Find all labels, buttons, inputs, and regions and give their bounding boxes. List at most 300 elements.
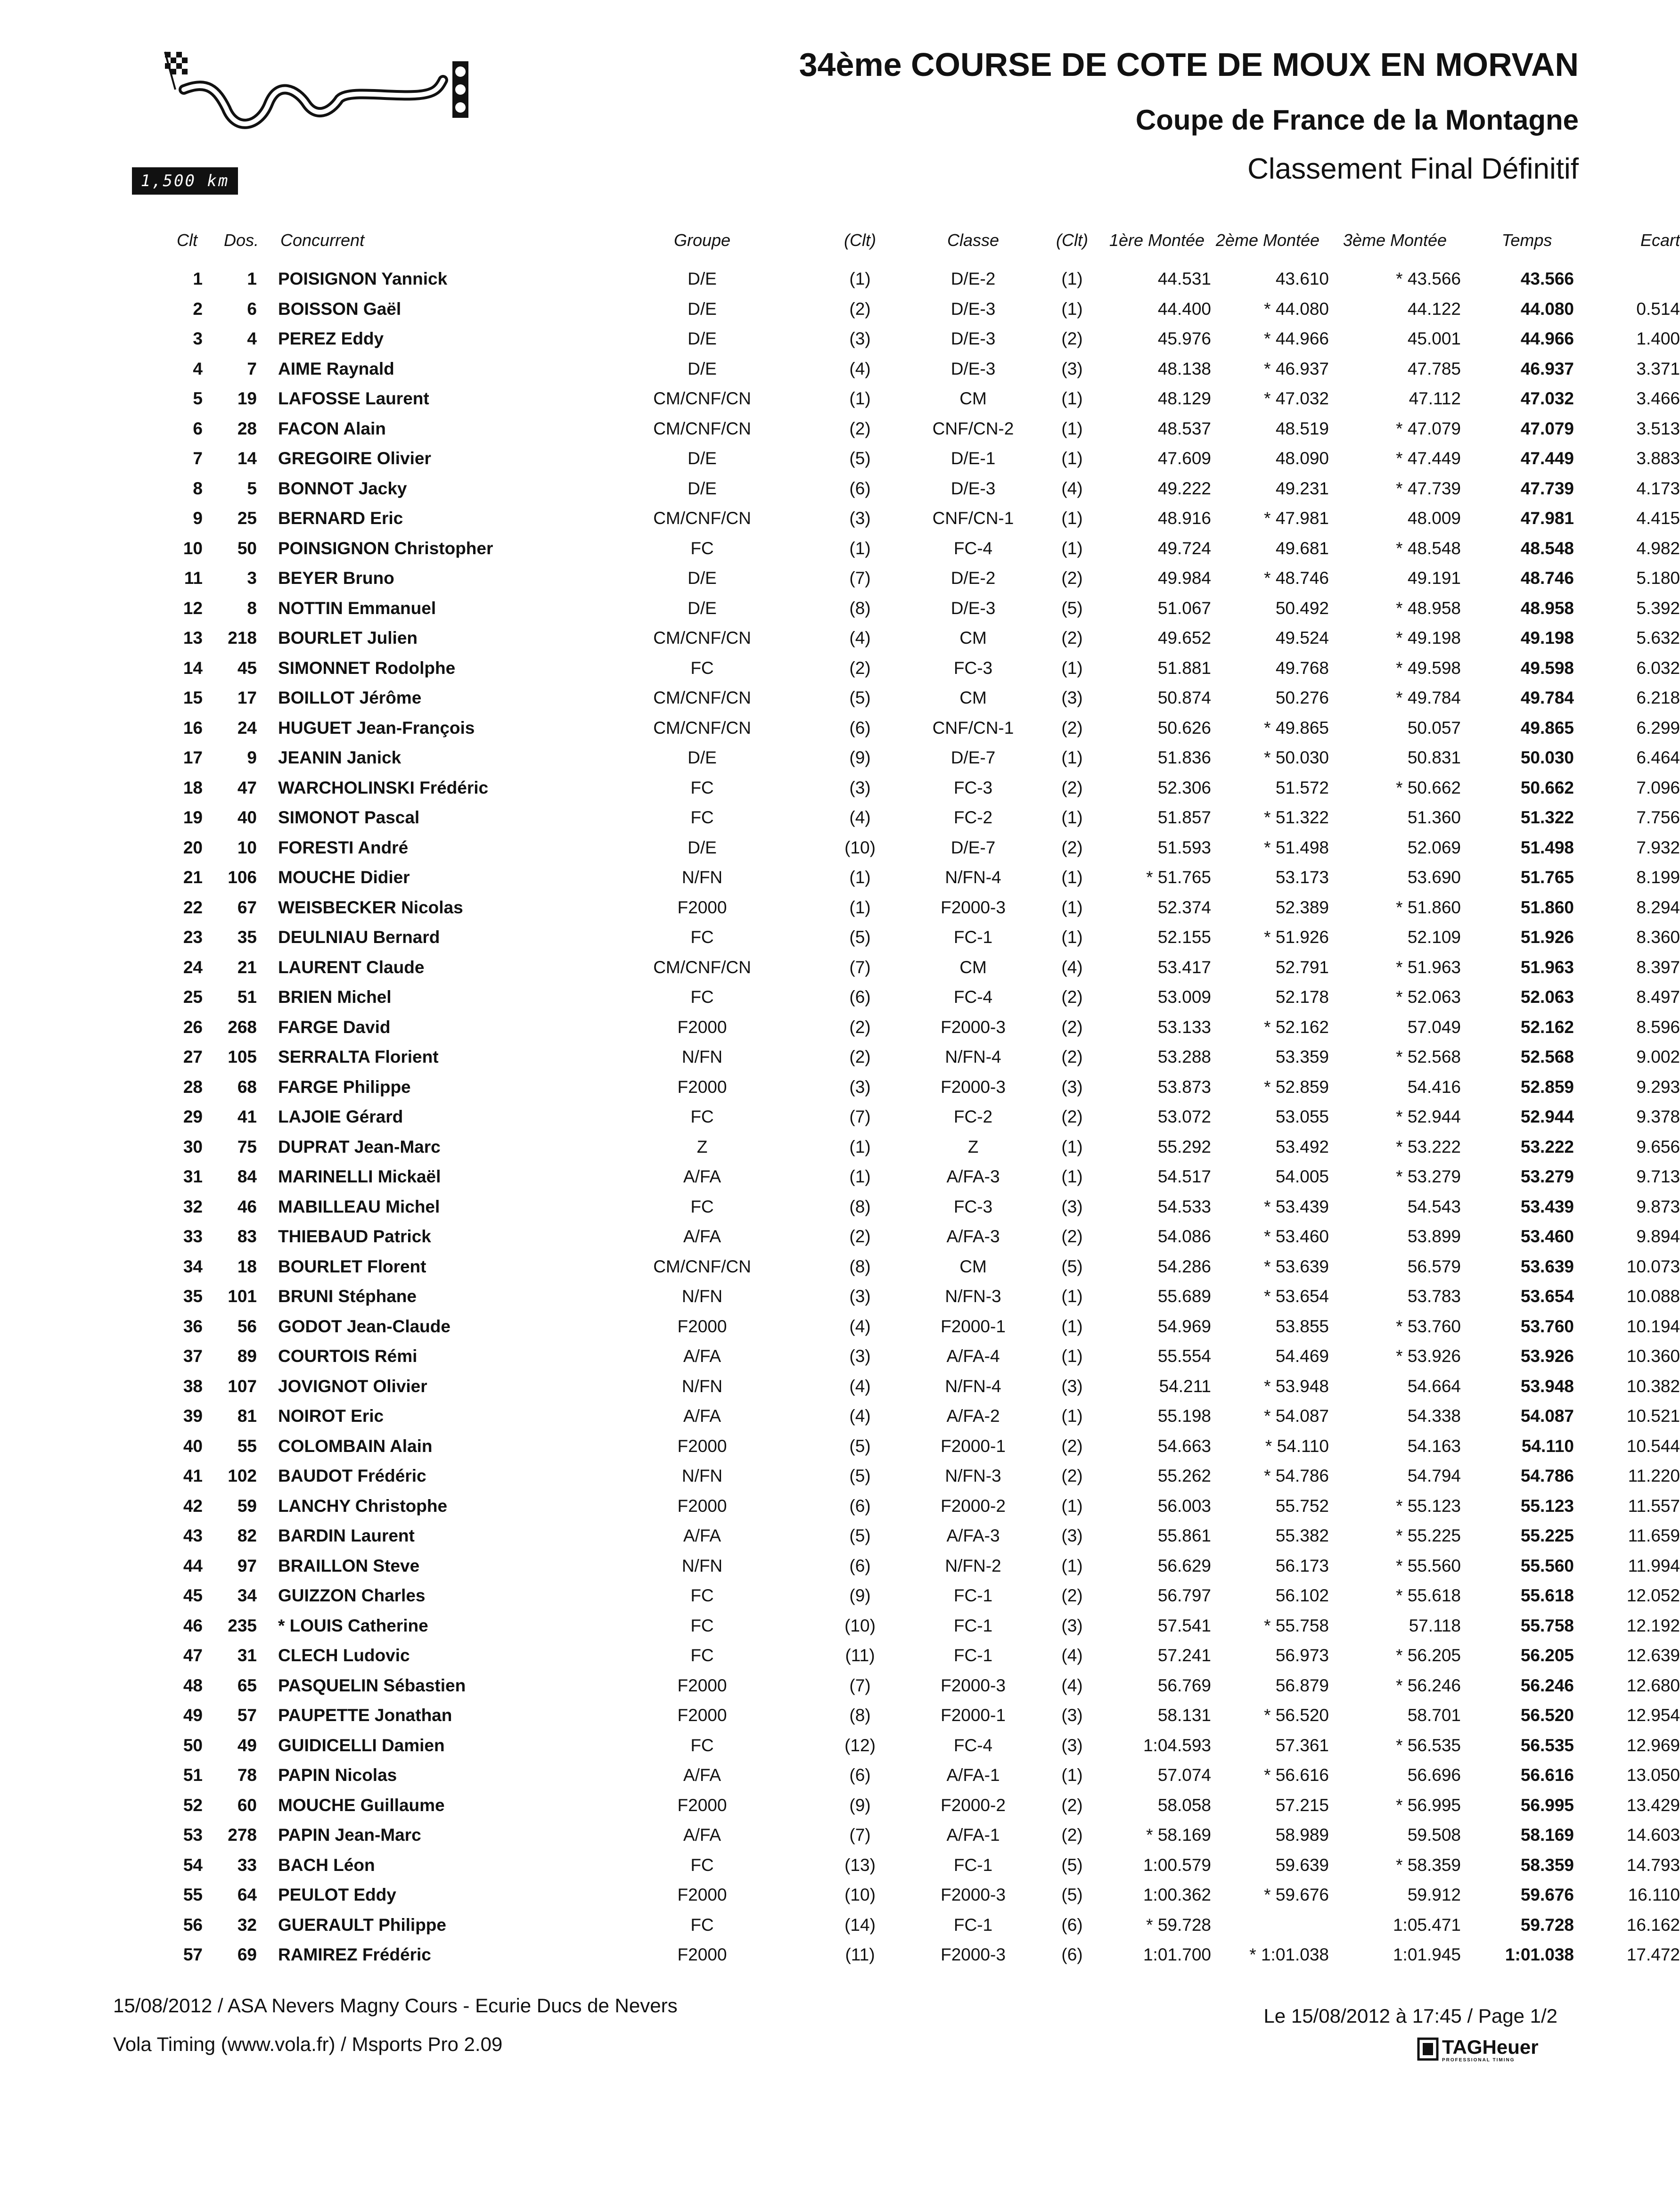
cell-temps: 55.123 [1520,1496,1574,1516]
cell-montee-2: * 51.926 [1264,927,1329,947]
cell-clt: 11 [184,568,203,588]
cell-clt-groupe: (9) [849,748,871,767]
cell-clt-classe: (4) [1061,1646,1083,1665]
cell-montee-2: * 53.439 [1264,1197,1329,1216]
cell-clt-classe: (1) [1061,538,1083,558]
cell-groupe: D/E [688,568,717,588]
brand-subtitle: PROFESSIONAL TIMING [1442,2058,1515,2063]
cell-classe: D/E-7 [951,837,996,857]
cell-clt-groupe: (6) [849,478,871,498]
footer-timing-info: Vola Timing (www.vola.fr) / Msports Pro 2.09 [113,2033,503,2055]
cell-montee-1: 53.072 [1157,1107,1211,1126]
cell-concurrent: CLECH Ludovic [278,1646,410,1665]
cell-montee-2: 57.215 [1275,1795,1329,1815]
cell-groupe: A/FA [683,1526,721,1545]
cell-clt: 55 [183,1885,203,1904]
cell-clt: 52 [183,1795,203,1815]
table-row [141,1252,1680,1282]
cell-montee-1: * 59.728 [1146,1915,1211,1935]
cell-classe: FC-2 [953,1107,993,1126]
cell-temps: 44.080 [1520,299,1574,319]
cell-classe: Z [967,1137,979,1156]
cell-montee-2: * 49.865 [1264,718,1329,738]
cell-clt-classe: (2) [1061,718,1083,738]
cell-classe: D/E-3 [951,478,996,498]
cell-classe: D/E-2 [951,269,996,288]
cell-clt-classe: (2) [1061,628,1083,648]
table-row [141,1910,1680,1940]
cell-temps: 55.560 [1520,1556,1574,1575]
cell-montee-1: 45.976 [1157,329,1211,348]
table-row [141,773,1680,803]
cell-montee-2: * 53.948 [1264,1376,1329,1396]
cell-ecart: 9.002 [1636,1047,1680,1066]
cell-clt-classe: (1) [1061,748,1083,767]
cell-temps: 47.032 [1520,389,1574,408]
cell-montee-3: * 49.784 [1396,688,1461,707]
cell-ecart: 11.220 [1628,1466,1680,1485]
cell-clt-classe: (1) [1061,389,1083,408]
cell-montee-2: 53.055 [1275,1107,1329,1126]
cell-clt: 42 [183,1496,203,1516]
cell-groupe: N/FN [681,1047,723,1066]
cell-ecart: 10.194 [1626,1316,1680,1336]
cell-concurrent: BOURLET Florent [278,1256,426,1276]
cell-groupe: CM/CNF/CN [653,508,751,528]
cell-temps: 49.784 [1520,688,1574,707]
cell-clt-groupe: (3) [849,778,871,797]
cell-clt: 29 [183,1107,203,1126]
cell-clt-classe: (1) [1061,449,1083,468]
cell-clt-classe: (3) [1061,1376,1083,1396]
cell-groupe: FC [690,778,714,797]
cell-clt-groupe: (6) [849,1765,871,1785]
cell-concurrent: BRUNI Stéphane [278,1287,417,1306]
cell-montee-2: * 44.080 [1264,299,1329,319]
cell-montee-3: 57.049 [1407,1017,1461,1037]
cell-concurrent: BERNARD Eric [278,508,403,528]
cell-concurrent: FARGE Philippe [278,1077,411,1097]
cell-clt: 22 [183,897,203,917]
cell-montee-3: * 55.560 [1396,1556,1461,1575]
cell-concurrent: BRIEN Michel [278,987,392,1007]
cell-clt: 36 [183,1316,203,1336]
cell-ecart: 11.557 [1628,1496,1680,1516]
cell-groupe: A/FA [683,1825,721,1845]
cell-montee-2: * 52.162 [1264,1017,1329,1037]
cell-classe: F2000-3 [941,1675,1006,1695]
cell-dos: 34 [237,1586,257,1605]
cell-ecart: 7.932 [1636,837,1680,857]
cell-temps: 51.963 [1520,957,1574,977]
cell-temps: 52.568 [1520,1047,1574,1066]
cell-montee-3: * 56.246 [1396,1675,1461,1695]
cell-concurrent: BRAILLON Steve [278,1556,420,1575]
cell-montee-3: * 52.568 [1396,1047,1461,1066]
cell-dos: 68 [237,1077,257,1097]
cell-dos: 84 [237,1167,257,1186]
cell-concurrent: NOIROT Eric [278,1406,384,1426]
cell-montee-1: 57.541 [1157,1616,1211,1635]
cell-clt-classe: (6) [1061,1945,1083,1964]
cell-montee-1: 54.517 [1157,1167,1211,1186]
cell-dos: 5 [247,478,257,498]
table-row [141,1611,1680,1641]
cell-clt: 6 [193,418,203,438]
cell-clt: 34 [183,1256,203,1276]
cell-clt-groupe: (10) [844,837,876,857]
table-row [141,1371,1680,1402]
cell-montee-2: 50.276 [1275,688,1329,707]
cell-clt-groupe: (4) [849,808,871,827]
cell-temps: 47.079 [1520,418,1574,438]
cell-groupe: D/E [688,449,717,468]
cell-montee-3: * 53.760 [1396,1316,1461,1336]
cell-montee-1: 49.652 [1157,628,1211,648]
cell-clt-classe: (1) [1061,299,1083,319]
table-row [141,922,1680,952]
cell-concurrent: GREGOIRE Olivier [278,449,431,468]
cell-groupe: D/E [688,598,717,618]
cell-ecart: 11.659 [1628,1526,1680,1545]
cell-dos: 25 [237,508,257,528]
cell-dos: 57 [237,1706,257,1725]
cell-groupe: FC [690,658,714,678]
cell-clt-classe: (4) [1061,957,1083,977]
cell-groupe: FC [690,987,714,1007]
cell-montee-3: 1:05.471 [1393,1915,1461,1935]
cell-temps: 54.087 [1520,1406,1574,1426]
cell-montee-1: 53.133 [1157,1017,1211,1037]
cell-ecart: 0.514 [1636,299,1680,319]
cell-montee-3: * 53.926 [1396,1346,1461,1366]
cell-montee-2: * 56.520 [1264,1706,1329,1725]
cell-clt-groupe: (6) [849,1556,871,1575]
cell-concurrent: BACH Léon [278,1855,375,1875]
cell-montee-1: 57.074 [1157,1765,1211,1785]
cell-montee-2: 49.231 [1275,478,1329,498]
cell-ecart: 3.513 [1636,418,1680,438]
cell-clt-classe: (2) [1061,329,1083,348]
table-row [141,1640,1680,1671]
brand-name: TAGHeuer [1442,2036,1539,2058]
cell-classe: CM [959,628,987,648]
cell-montee-3: * 52.063 [1396,987,1461,1007]
cell-clt-groupe: (4) [849,1316,871,1336]
cell-classe: FC-1 [953,927,993,947]
cell-classe: A/FA-1 [946,1825,1000,1845]
cell-classe: F2000-3 [941,1017,1006,1037]
cell-dos: 8 [247,598,257,618]
cell-temps: 56.535 [1520,1735,1574,1755]
cell-clt: 51 [183,1765,203,1785]
table-row [141,1551,1680,1581]
cell-montee-2: 56.173 [1275,1556,1329,1575]
cell-ecart: 12.192 [1626,1616,1680,1635]
cell-concurrent: HUGUET Jean-François [278,718,475,738]
cell-classe: F2000-2 [941,1496,1006,1516]
cell-concurrent: COURTOIS Rémi [278,1346,418,1366]
cell-montee-3: * 53.279 [1396,1167,1461,1186]
cell-ecart: 10.521 [1626,1406,1680,1426]
cell-clt-classe: (1) [1061,1406,1083,1426]
cell-clt: 45 [183,1586,203,1605]
table-row [141,1042,1680,1072]
cell-montee-2: * 53.460 [1264,1227,1329,1246]
course-map-logo [151,42,490,156]
cell-ecart: 6.218 [1636,688,1680,707]
cell-clt: 23 [183,927,203,947]
cell-clt-classe: (1) [1061,927,1083,947]
cell-dos: 235 [228,1616,257,1635]
table-row [141,1401,1680,1431]
cell-montee-3: * 49.598 [1396,658,1461,678]
cell-montee-2: 55.752 [1275,1496,1329,1516]
cell-montee-1: 57.241 [1157,1646,1211,1665]
cell-clt-classe: (2) [1061,987,1083,1007]
cell-ecart: 4.173 [1636,478,1680,498]
cell-montee-2: 52.791 [1275,957,1329,977]
cell-ecart: 9.713 [1636,1167,1680,1186]
cell-concurrent: BOILLOT Jérôme [278,688,422,707]
cell-dos: 3 [247,568,257,588]
cell-clt: 2 [193,299,203,319]
cell-concurrent: AIME Raynald [278,359,394,378]
cell-groupe: F2000 [677,1706,727,1725]
cell-clt-classe: (1) [1061,868,1083,887]
cell-clt: 30 [183,1137,203,1156]
cell-dos: 81 [237,1406,257,1426]
cell-ecart: 8.199 [1636,868,1680,887]
cell-clt-classe: (2) [1061,778,1083,797]
cell-dos: 105 [228,1047,257,1066]
cell-montee-3: * 48.548 [1396,538,1461,558]
cell-clt: 8 [193,478,203,498]
cell-concurrent: FORESTI André [278,837,409,857]
cell-montee-3: 56.696 [1407,1765,1461,1785]
table-row [141,1431,1680,1461]
cell-montee-1: 51.593 [1157,837,1211,857]
cell-montee-3: 52.069 [1407,837,1461,857]
cell-clt-groupe: (2) [849,418,871,438]
cell-clt: 39 [183,1406,203,1426]
cell-groupe: FC [690,1616,714,1635]
cell-montee-3: 59.508 [1407,1825,1461,1845]
cell-montee-1: 53.417 [1157,957,1211,977]
cell-montee-1: 48.129 [1157,389,1211,408]
cell-montee-2: 52.178 [1275,987,1329,1007]
cell-montee-2: 48.519 [1275,418,1329,438]
cell-temps: 56.995 [1520,1795,1574,1815]
cell-classe: A/FA-2 [946,1406,1000,1426]
cell-concurrent: FARGE David [278,1017,391,1037]
cell-temps: 55.758 [1520,1616,1574,1635]
cell-clt-groupe: (1) [849,897,871,917]
cell-groupe: F2000 [677,1436,727,1456]
cell-groupe: D/E [688,299,717,319]
cell-montee-3: * 58.359 [1396,1855,1461,1875]
cell-clt-groupe: (2) [849,299,871,319]
cell-clt-groupe: (5) [849,449,871,468]
cell-concurrent: SIMONNET Rodolphe [278,658,456,678]
cell-classe: N/FN-4 [945,1376,1001,1396]
cell-montee-2: * 48.746 [1264,568,1329,588]
cell-classe: D/E-3 [951,598,996,618]
cell-concurrent: JOVIGNOT Olivier [278,1376,427,1396]
page-title: 34ème COURSE DE COTE DE MOUX EN MORVAN [799,46,1579,83]
cell-groupe: D/E [688,748,717,767]
cell-temps: 1:01.038 [1505,1945,1574,1964]
cell-ecart: 1.400 [1636,329,1680,348]
cell-clt-classe: (2) [1061,837,1083,857]
cell-dos: 7 [247,359,257,378]
cell-dos: 1 [247,269,257,288]
cell-dos: 55 [237,1436,257,1456]
cell-classe: CM [959,957,987,977]
cell-montee-1: 50.626 [1157,718,1211,738]
cell-clt-groupe: (1) [849,389,871,408]
cell-groupe: F2000 [677,1496,727,1516]
cell-montee-3: * 50.662 [1396,778,1461,797]
cell-classe: FC-1 [953,1616,993,1635]
cell-montee-2: 51.572 [1275,778,1329,797]
cell-classe: FC-4 [953,1735,993,1755]
cell-montee-3: 59.912 [1407,1885,1461,1904]
cell-dos: 17 [237,688,257,707]
cell-dos: 59 [237,1496,257,1516]
table-row [141,862,1680,893]
cell-temps: 53.654 [1520,1287,1574,1306]
cell-clt: 13 [183,628,203,648]
cell-clt: 32 [183,1197,203,1216]
cell-groupe: CM/CNF/CN [653,628,751,648]
cell-montee-1: 1:01.700 [1143,1945,1211,1964]
cell-clt: 19 [183,808,203,827]
cell-montee-3: * 47.079 [1396,418,1461,438]
table-header [141,217,1680,264]
cell-montee-1: 54.286 [1157,1256,1211,1276]
cell-clt-classe: (5) [1061,598,1083,618]
cell-clt: 47 [183,1646,203,1665]
cell-ecart: 8.397 [1636,957,1680,977]
cell-clt-classe: (1) [1061,1496,1083,1516]
cell-clt-classe: (3) [1061,1526,1083,1545]
cell-clt-groupe: (11) [845,1945,875,1964]
cell-dos: 67 [237,897,257,917]
cell-classe: F2000-3 [941,1885,1006,1904]
cell-clt-groupe: (1) [849,1137,871,1156]
cell-clt-classe: (5) [1061,1885,1083,1904]
cell-temps: 56.246 [1520,1675,1574,1695]
cell-montee-2: 58.989 [1275,1825,1329,1845]
cell-concurrent: BOISSON Gaël [278,299,402,319]
cell-temps: 56.616 [1520,1765,1574,1785]
cell-classe: FC-1 [953,1915,993,1935]
cell-montee-3: * 43.566 [1396,269,1461,288]
cell-clt: 5 [193,389,203,408]
cell-clt: 54 [183,1855,203,1875]
cell-ecart: 9.656 [1636,1137,1680,1156]
cell-groupe: N/FN [681,1376,723,1396]
cell-classe: CNF/CN-1 [932,718,1014,738]
cell-montee-1: 44.400 [1157,299,1211,319]
cell-clt: 38 [183,1376,203,1396]
cell-clt: 27 [183,1047,203,1066]
cell-montee-1: 51.836 [1157,748,1211,767]
cell-classe: F2000-1 [941,1316,1006,1336]
cell-temps: 46.937 [1520,359,1574,378]
cell-montee-3: 48.009 [1407,508,1461,528]
cell-clt: 37 [183,1346,203,1366]
cell-montee-3: 54.794 [1407,1466,1461,1485]
cell-clt-classe: (1) [1061,1316,1083,1336]
cell-dos: 14 [237,449,257,468]
cell-clt-groupe: (8) [849,598,871,618]
cell-concurrent: DEULNIAU Bernard [278,927,440,947]
cell-montee-3: 57.118 [1409,1616,1461,1635]
cell-concurrent: GUERAULT Philippe [278,1915,446,1935]
cell-montee-1: 56.769 [1157,1675,1211,1695]
col-header-dos: Dos. [224,230,259,250]
cell-concurrent: BEYER Bruno [278,568,394,588]
cell-montee-1: 55.554 [1157,1346,1211,1366]
cell-clt: 40 [183,1436,203,1456]
cell-montee-3: 53.783 [1407,1287,1461,1306]
cell-ecart: 4.982 [1636,538,1680,558]
cell-concurrent: DUPRAT Jean-Marc [278,1137,441,1156]
cell-groupe: D/E [688,837,717,857]
cell-dos: 278 [228,1825,257,1845]
cell-clt-groupe: (8) [849,1706,871,1725]
cell-ecart: 4.415 [1636,508,1680,528]
col-header-montee-1: 1ère Montée [1109,230,1205,250]
table-row [141,1162,1680,1192]
cell-clt-classe: (2) [1061,1107,1083,1126]
cell-concurrent: MARINELLI Mickaël [278,1167,441,1186]
cell-montee-2: 56.879 [1275,1675,1329,1695]
cell-clt-classe: (2) [1061,568,1083,588]
cell-montee-1: 54.533 [1157,1197,1211,1216]
cell-clt-classe: (2) [1061,1586,1083,1605]
cell-clt-groupe: (3) [849,508,871,528]
cell-montee-3: * 51.860 [1396,897,1461,917]
cell-dos: 28 [237,418,257,438]
cell-ecart: 8.497 [1636,987,1680,1007]
cell-dos: 35 [237,927,257,947]
cell-groupe: FC [690,927,714,947]
cell-montee-2: * 1:01.038 [1249,1945,1329,1964]
cell-clt-classe: (3) [1061,688,1083,707]
cell-classe: F2000-3 [941,1945,1006,1964]
cell-concurrent: GUIZZON Charles [278,1586,426,1605]
cell-ecart: 5.180 [1636,568,1680,588]
cell-clt-classe: (4) [1061,1675,1083,1695]
cell-classe: N/FN-3 [945,1287,1001,1306]
cell-montee-1: 49.984 [1157,568,1211,588]
cell-montee-3: * 48.958 [1396,598,1461,618]
cell-clt-classe: (6) [1061,1915,1083,1935]
cell-groupe: FC [690,1915,714,1935]
cell-clt: 44 [183,1556,203,1575]
cell-clt-classe: (3) [1061,1197,1083,1216]
cell-montee-2: 53.359 [1275,1047,1329,1066]
cell-clt-classe: (2) [1061,1017,1083,1037]
cell-ecart: 12.639 [1626,1646,1680,1665]
table-body [141,264,1680,1970]
cell-temps: 51.926 [1520,927,1574,947]
cell-classe: A/FA-4 [946,1346,1000,1366]
cell-clt-groupe: (10) [844,1885,876,1904]
